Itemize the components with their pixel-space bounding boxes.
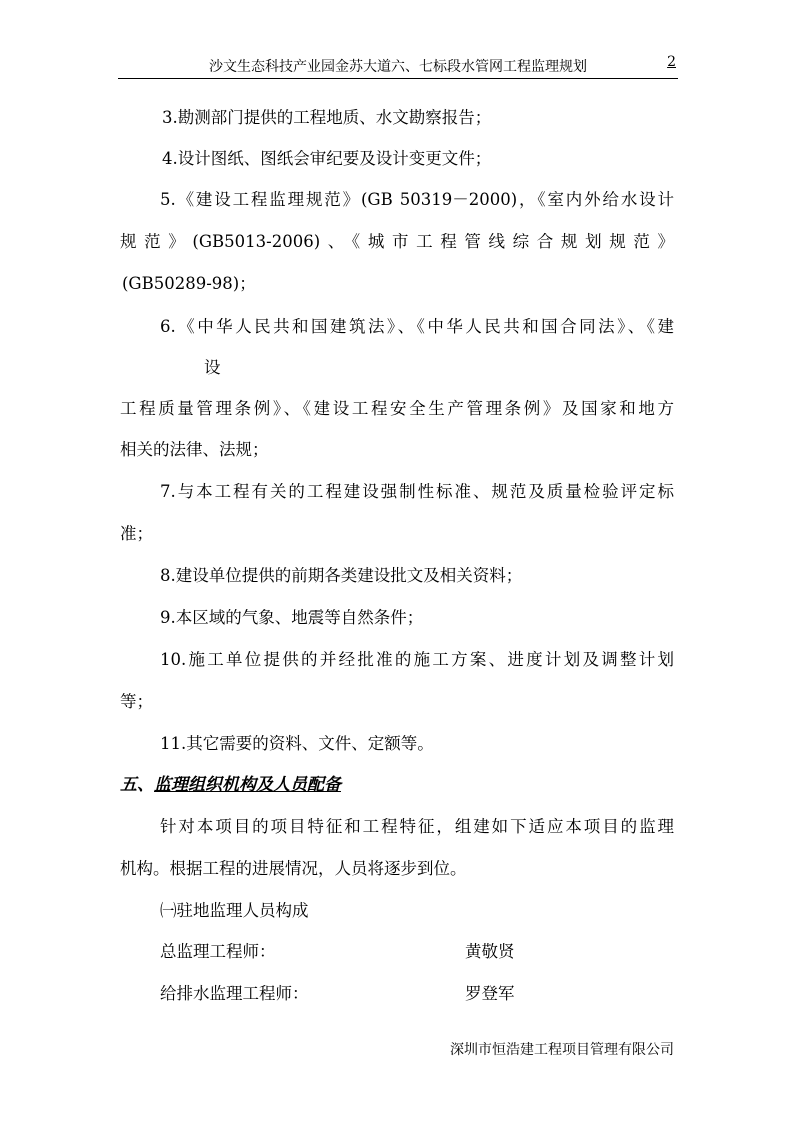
item-6-line-3: 工程质量管理条例》、《建设工程安全生产管理条例》及国家和地方 bbox=[120, 399, 674, 418]
item-10-line-2: 等； bbox=[120, 692, 153, 711]
section-5-title: 监理组织机构及人员配备 bbox=[154, 775, 341, 795]
page-number: 2 bbox=[667, 54, 676, 70]
header-title: 沙文生态科技产业园金苏大道六、七标段水管网工程监理规划 bbox=[209, 59, 587, 75]
staff-role-chief: 总监理工程师： bbox=[160, 942, 276, 961]
item-6-line-4: 相关的法律、法规； bbox=[120, 440, 269, 459]
item-7-line-2: 准； bbox=[120, 524, 153, 543]
item-5-line-2: 规范》(GB5013-2006)、《城市工程管线综合规划规范》 bbox=[120, 232, 674, 251]
section-5-para-line-1: 针对本项目的项目特征和工程特征，组建如下适应本项目的监理 bbox=[160, 817, 674, 836]
item-8: 8.建设单位提供的前期各类建设批文及相关资料； bbox=[160, 566, 523, 585]
item-11: 11.其它需要的资料、文件、定额等。 bbox=[160, 734, 434, 753]
staff-name-plumbing: 罗登军 bbox=[465, 984, 515, 1003]
item-6-line-1: 6.《中华人民共和国建筑法》、《中华人民共和国合同法》、《建 bbox=[160, 317, 674, 336]
staff-role-plumbing: 给排水监理工程师： bbox=[160, 984, 309, 1003]
page-header bbox=[118, 52, 678, 79]
item-9: 9.本区域的气象、地震等自然条件； bbox=[160, 608, 424, 627]
item-5-line-3: (GB50289-98)； bbox=[122, 274, 256, 293]
section-5-number: 五、 bbox=[120, 775, 154, 795]
item-5-line-1: 5.《建设工程监理规范》(GB 50319－2000)，《室内外给水设计 bbox=[160, 190, 674, 209]
item-7-line-1: 7.与本工程有关的工程建设强制性标准、规范及质量检验评定标 bbox=[160, 482, 674, 501]
staff-name-chief: 黄敬贤 bbox=[465, 942, 515, 961]
staff-subheading: ㈠驻地监理人员构成 bbox=[160, 901, 309, 920]
item-4: 4.设计图纸、图纸会审纪要及设计变更文件； bbox=[162, 149, 492, 168]
section-5-para-line-2: 机构。根据工程的进展情况，人员将逐步到位。 bbox=[120, 859, 467, 878]
item-3: 3.勘测部门提供的工程地质、水文勘察报告； bbox=[162, 108, 492, 127]
item-10-line-1: 10.施工单位提供的并经批准的施工方案、进度计划及调整计划 bbox=[160, 650, 674, 669]
section-5-heading bbox=[120, 773, 341, 797]
footer-company: 深圳市恒浩建工程项目管理有限公司 bbox=[450, 1042, 674, 1058]
item-6-line-2: 设 bbox=[204, 358, 221, 377]
